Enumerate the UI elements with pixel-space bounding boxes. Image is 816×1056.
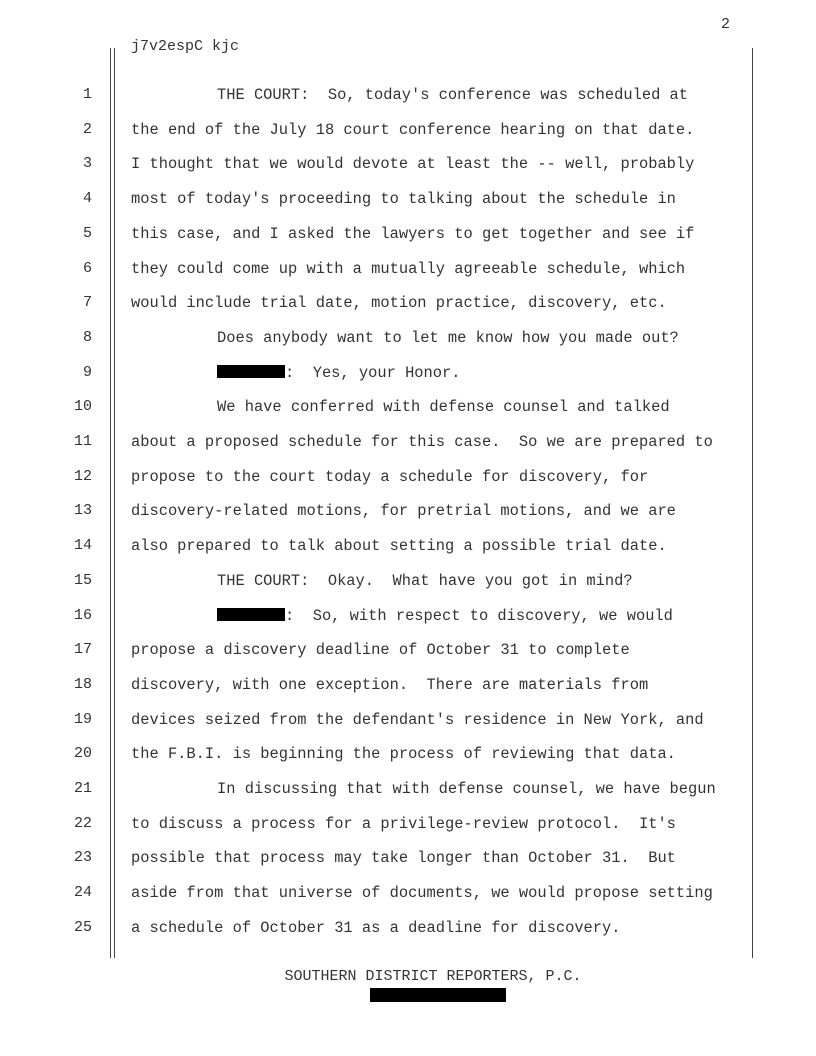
transcript-line xyxy=(131,676,648,694)
line-number: 15 xyxy=(73,572,92,589)
transcript-line-text: We have conferred with defense counsel and talked xyxy=(217,398,670,416)
transcript-line-text: possible that process may take longer than October 31. But xyxy=(131,849,676,867)
transcript-line xyxy=(131,919,621,937)
transcript-line xyxy=(217,86,688,104)
transcript-line-text: also prepared to talk about setting a possible trial date. xyxy=(131,537,667,555)
transcript-line xyxy=(217,780,716,798)
transcript-line xyxy=(217,572,633,590)
line-number: 19 xyxy=(73,711,92,728)
line-number: 3 xyxy=(82,155,92,172)
transcript-line xyxy=(217,398,670,416)
transcript-line xyxy=(131,745,676,763)
line-number: 6 xyxy=(82,260,92,277)
line-number: 23 xyxy=(73,849,92,866)
transcript-line xyxy=(217,607,673,625)
line-number: 12 xyxy=(73,468,92,485)
transcript-line-text: THE COURT: Okay. What have you got in mind? xyxy=(217,572,633,590)
footer-reporter: SOUTHERN DISTRICT REPORTERS, P.C. xyxy=(284,968,582,985)
line-number: 24 xyxy=(73,884,92,901)
line-number: 16 xyxy=(73,607,92,624)
line-number: 14 xyxy=(73,537,92,554)
transcript-line xyxy=(217,364,460,382)
transcript-line-text: would include trial date, motion practice, discovery, etc. xyxy=(131,294,667,312)
line-number: 21 xyxy=(73,780,92,797)
transcript-line xyxy=(131,884,713,902)
transcript-line-text: propose a discovery deadline of October 31 to complete xyxy=(131,641,630,659)
transcript-line-text: about a proposed schedule for this case. So we are prepared to xyxy=(131,433,713,451)
footer-redaction-bar xyxy=(370,988,506,1002)
transcript-line-text: they could come up with a mutually agreeable schedule, which xyxy=(131,260,686,278)
transcript-line xyxy=(131,815,676,833)
left-margin-rule-inner xyxy=(114,48,115,958)
transcript-line-text: discovery, with one exception. There are materials from xyxy=(131,676,649,694)
transcript-line-text: I thought that we would devote at least the -- well, probably xyxy=(131,155,695,173)
transcript-line-text: this case, and I asked the lawyers to get together and see if xyxy=(131,225,695,243)
transcript-line xyxy=(131,537,667,555)
transcript-line-text: THE COURT: So, today's conference was scheduled at xyxy=(217,86,689,104)
transcript-line-text: discovery-related motions, for pretrial motions, and we are xyxy=(131,502,676,520)
transcript-line xyxy=(131,641,630,659)
line-number: 18 xyxy=(73,676,92,693)
line-number: 4 xyxy=(82,190,92,207)
transcript-line xyxy=(131,711,704,729)
left-margin-rule-outer xyxy=(110,48,111,958)
transcript-line-text: propose to the court today a schedule for discovery, for xyxy=(131,468,649,486)
line-number: 22 xyxy=(73,815,92,832)
transcript-line xyxy=(131,849,676,867)
line-number: 13 xyxy=(73,502,92,519)
line-number: 17 xyxy=(73,641,92,658)
right-margin-rule xyxy=(752,48,753,958)
line-number: 5 xyxy=(82,225,92,242)
line-number: 9 xyxy=(82,364,92,381)
transcript-line xyxy=(131,260,685,278)
transcript-line-text: In discussing that with defense counsel, we have begun xyxy=(217,780,716,798)
transcript-line-text: : Yes, your Honor. xyxy=(285,364,461,382)
line-number: 8 xyxy=(82,329,92,346)
speaker-redaction xyxy=(217,365,285,378)
transcript-line xyxy=(131,502,676,520)
transcript-line xyxy=(131,433,713,451)
line-number: 20 xyxy=(73,745,92,762)
transcript-line-text: devices seized from the defendant's residence in New York, and xyxy=(131,711,704,729)
transcript-line-text: most of today's proceeding to talking about the schedule in xyxy=(131,190,676,208)
transcript-line xyxy=(131,121,694,139)
line-number: 2 xyxy=(82,121,92,138)
header-code: j7v2espC kjc xyxy=(131,38,240,55)
speaker-redaction xyxy=(217,608,285,621)
line-number: 1 xyxy=(82,86,92,103)
page-number: 2 xyxy=(720,16,730,33)
transcript-line-text: the end of the July 18 court conference hearing on that date. xyxy=(131,121,695,139)
transcript-line-text: the F.B.I. is beginning the process of reviewing that data. xyxy=(131,745,676,763)
line-number: 11 xyxy=(73,433,92,450)
transcript-line xyxy=(131,155,694,173)
line-number: 25 xyxy=(73,919,92,936)
transcript-line xyxy=(131,294,667,312)
transcript-line-text: aside from that universe of documents, we would propose setting xyxy=(131,884,713,902)
transcript-line-text: a schedule of October 31 as a deadline for discovery. xyxy=(131,919,621,937)
transcript-line-text: to discuss a process for a privilege-review protocol. It's xyxy=(131,815,676,833)
transcript-line-text: : So, with respect to discovery, we would xyxy=(285,607,673,625)
transcript-line xyxy=(131,190,676,208)
line-number: 7 xyxy=(82,294,92,311)
transcript-line-text: Does anybody want to let me know how you made out? xyxy=(217,329,679,347)
line-number: 10 xyxy=(73,398,92,415)
transcript-line xyxy=(131,468,648,486)
transcript-line xyxy=(217,329,679,347)
transcript-line xyxy=(131,225,694,243)
